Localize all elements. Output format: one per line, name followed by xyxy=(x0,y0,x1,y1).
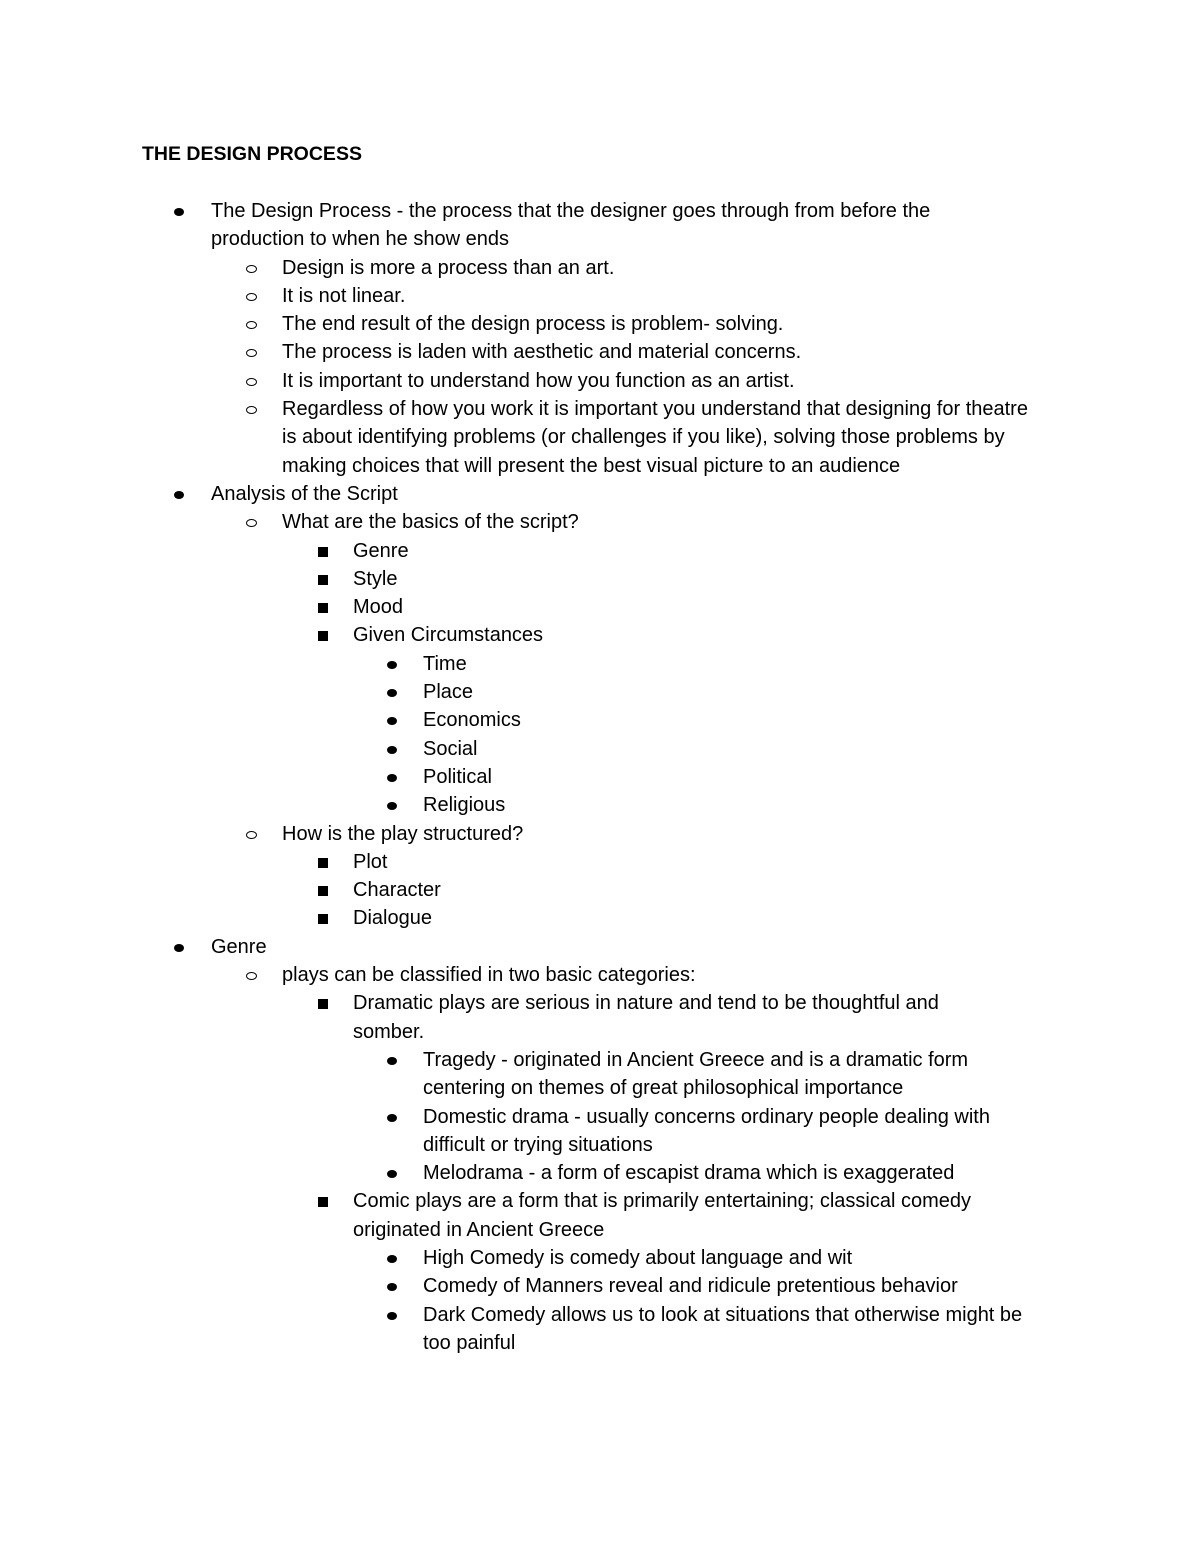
filled-circle-bullet-icon xyxy=(387,717,397,725)
list-item xyxy=(353,565,1013,593)
list-item xyxy=(423,1272,1048,1300)
hollow-circle-bullet-icon xyxy=(246,321,257,329)
list-item xyxy=(353,876,1013,904)
list-item xyxy=(211,933,1011,961)
filled-circle-bullet-icon xyxy=(387,1312,397,1320)
filled-circle-bullet-icon xyxy=(387,661,397,669)
list-item-text: Character xyxy=(353,879,441,902)
list-item-text: Social xyxy=(423,737,478,760)
square-bullet-icon xyxy=(318,914,328,924)
list-item xyxy=(211,480,1011,508)
hollow-circle-bullet-icon xyxy=(246,378,257,386)
hollow-circle-bullet-icon xyxy=(246,831,257,839)
list-item xyxy=(423,706,1048,734)
square-bullet-icon xyxy=(318,999,328,1009)
list-item-text: Religious xyxy=(423,794,506,817)
list-item xyxy=(353,537,1013,565)
filled-circle-bullet-icon xyxy=(387,802,397,810)
list-item-text: High Comedy is comedy about language and wit xyxy=(423,1246,853,1269)
list-item-text: Analysis of the Script xyxy=(211,482,398,505)
list-item-text: Genre xyxy=(353,539,409,562)
hollow-circle-bullet-icon xyxy=(246,349,257,357)
list-item-text: Tragedy - originated in Ancient Greece and is a dramatic form centering on themes of great philosophical importance xyxy=(423,1048,969,1100)
list-item-text: How is the play structured? xyxy=(282,822,524,845)
list-item-text: Economics xyxy=(423,709,521,732)
square-bullet-icon xyxy=(318,1197,328,1207)
list-item-text: Dialogue xyxy=(353,907,432,930)
list-item xyxy=(353,904,1013,932)
list-item-text: Dramatic plays are serious in nature and tend to be thoughtful and somber. xyxy=(353,992,939,1043)
filled-circle-bullet-icon xyxy=(387,689,397,697)
list-item-text: Plot xyxy=(353,850,388,873)
list-item-text: Mood xyxy=(353,596,404,619)
list-item xyxy=(353,621,1013,649)
filled-circle-bullet-icon xyxy=(174,944,184,952)
list-item-text: It is not linear. xyxy=(282,284,406,307)
list-item xyxy=(282,254,1032,282)
list-item xyxy=(423,650,1048,678)
list-item xyxy=(353,1187,1013,1244)
filled-circle-bullet-icon xyxy=(387,1283,397,1291)
list-item-text: Domestic drama - usually concerns ordinary people dealing with difficult or trying situations xyxy=(423,1105,990,1156)
list-item xyxy=(423,1159,1048,1187)
list-item xyxy=(211,197,1011,254)
list-item-text: The Design Process - the process that the designer goes through from before the production to when he show ends xyxy=(211,200,931,251)
list-item xyxy=(353,848,1013,876)
list-item-text: plays can be classified in two basic categories: xyxy=(282,964,696,987)
list-item xyxy=(423,735,1048,763)
square-bullet-icon xyxy=(318,886,328,896)
square-bullet-icon xyxy=(318,631,328,641)
list-item xyxy=(423,1103,1048,1160)
list-item-text: The process is laden with aesthetic and material concerns. xyxy=(282,341,802,364)
list-item xyxy=(282,820,1032,848)
hollow-circle-bullet-icon xyxy=(246,406,257,414)
filled-circle-bullet-icon xyxy=(387,1255,397,1263)
list-item xyxy=(282,395,1032,480)
list-item-text: Comedy of Manners reveal and ridicule pretentious behavior xyxy=(423,1275,958,1298)
list-item xyxy=(423,791,1048,819)
list-item xyxy=(353,989,1013,1046)
list-item-text: Style xyxy=(353,567,398,590)
filled-circle-bullet-icon xyxy=(387,1170,397,1178)
list-item xyxy=(353,593,1013,621)
list-item xyxy=(282,282,1032,310)
list-item-text: The end result of the design process is problem- solving. xyxy=(282,313,784,336)
filled-circle-bullet-icon xyxy=(174,208,184,216)
square-bullet-icon xyxy=(318,575,328,585)
list-item xyxy=(423,678,1048,706)
square-bullet-icon xyxy=(318,858,328,868)
filled-circle-bullet-icon xyxy=(387,746,397,754)
list-item-text: Place xyxy=(423,681,474,704)
filled-circle-bullet-icon xyxy=(387,1057,397,1065)
hollow-circle-bullet-icon xyxy=(246,265,257,273)
list-item xyxy=(282,508,1032,536)
filled-circle-bullet-icon xyxy=(387,774,397,782)
list-item xyxy=(423,763,1048,791)
list-item-text: It is important to understand how you function as an artist. xyxy=(282,369,795,392)
list-item xyxy=(282,338,1032,366)
list-item-text: What are the basics of the script? xyxy=(282,511,579,534)
list-item-text: Regardless of how you work it is important you understand that designing for theatre is about identifying problems (or challenges if you like), solving those problems by making choices that will present the best visual picture to an audience xyxy=(282,398,1028,477)
hollow-circle-bullet-icon xyxy=(246,519,257,527)
list-item xyxy=(282,310,1032,338)
hollow-circle-bullet-icon xyxy=(246,972,257,980)
list-item xyxy=(423,1244,1048,1272)
list-item-text: Given Circumstances xyxy=(353,624,544,647)
list-item-text: Political xyxy=(423,765,492,788)
square-bullet-icon xyxy=(318,547,328,557)
list-item xyxy=(282,961,1032,989)
square-bullet-icon xyxy=(318,603,328,613)
list-item xyxy=(423,1301,1048,1358)
document-title: THE DESIGN PROCESS xyxy=(142,143,362,165)
list-item-text: Genre xyxy=(211,935,267,958)
list-item xyxy=(282,367,1032,395)
list-item-text: Melodrama - a form of escapist drama which is exaggerated xyxy=(423,1162,955,1185)
list-item xyxy=(423,1046,1048,1103)
hollow-circle-bullet-icon xyxy=(246,293,257,301)
list-item-text: Dark Comedy allows us to look at situations that otherwise might be too painful xyxy=(423,1303,1023,1354)
list-item-text: Comic plays are a form that is primarily entertaining; classical comedy originated in Ancient Greece xyxy=(353,1190,971,1241)
list-item-text: Design is more a process than an art. xyxy=(282,256,615,279)
filled-circle-bullet-icon xyxy=(174,491,184,499)
bullet-outline xyxy=(0,197,1200,1357)
list-item-text: Time xyxy=(423,652,467,675)
filled-circle-bullet-icon xyxy=(387,1114,397,1122)
